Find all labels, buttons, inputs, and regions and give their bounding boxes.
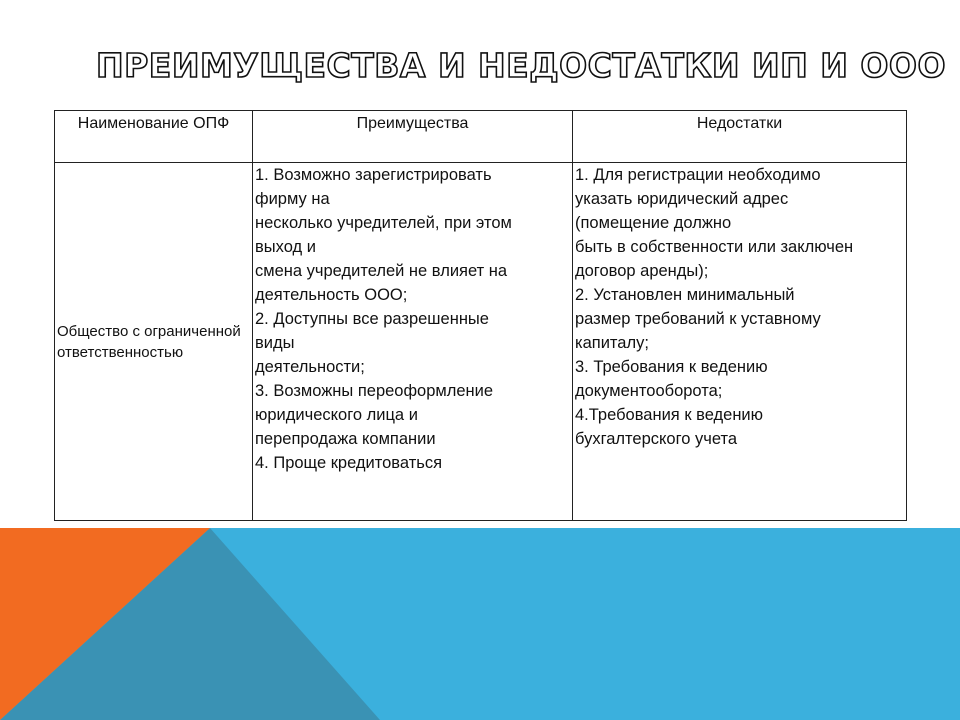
disadvantages-line: 1. Для регистрации необходимо [575,166,821,184]
advantages-line: 2. Доступны все разрешенные [255,310,489,328]
disadvantages-line: договор аренды); [575,262,709,280]
header-disadvantages: Недостатки [573,111,907,163]
advantages-line: 3. Возможны переоформление [255,382,494,400]
disadvantages-line: 2. Установлен минимальный [575,286,795,304]
advantages-line: юридического лица и [255,406,418,424]
disadvantages-line: бухгалтерского учета [575,430,738,448]
header-advantages: Преимущества [253,111,573,163]
advantages-line: 4. Проще кредитоваться [255,454,443,472]
table-row [55,163,907,521]
header-name: Наименование ОПФ [55,111,253,163]
disadvantages-line: (помещение должно [575,214,732,232]
advantages-line: 1. Возможно зарегистрировать [255,166,492,184]
table-header-row [55,111,907,163]
disadvantages-line: 3. Требования к ведению [575,358,768,376]
slide-title: ПРЕИМУЩЕСТВА И НЕДОСТАТКИ ИП И ООО [96,46,947,85]
advantages-line: виды [255,334,295,352]
advantages-line: деятельности; [255,358,365,376]
comparison-table [54,110,907,521]
decorative-background-shapes [0,528,960,720]
advantages-cell [253,163,573,521]
disadvantages-line: быть в собственности или заключен [575,238,854,256]
advantages-line: фирму на [255,190,330,208]
advantages-line: выход и [255,238,316,256]
disadvantages-line: документооборота; [575,382,723,400]
row-name-cell: Общество с ограниченной ответственностью [55,163,253,521]
disadvantages-cell [573,163,907,521]
disadvantages-line: 4.Требования к ведению [575,406,764,424]
advantages-line: смена учредителей не влияет на [255,262,508,280]
disadvantages-line: указать юридический адрес [575,190,789,208]
disadvantages-line: капиталу; [575,334,649,352]
advantages-line: перепродажа компании [255,430,436,448]
advantages-line: деятельность ООО; [255,286,408,304]
advantages-line: несколько учредителей, при этом [255,214,512,232]
disadvantages-line: размер требований к уставному [575,310,821,328]
